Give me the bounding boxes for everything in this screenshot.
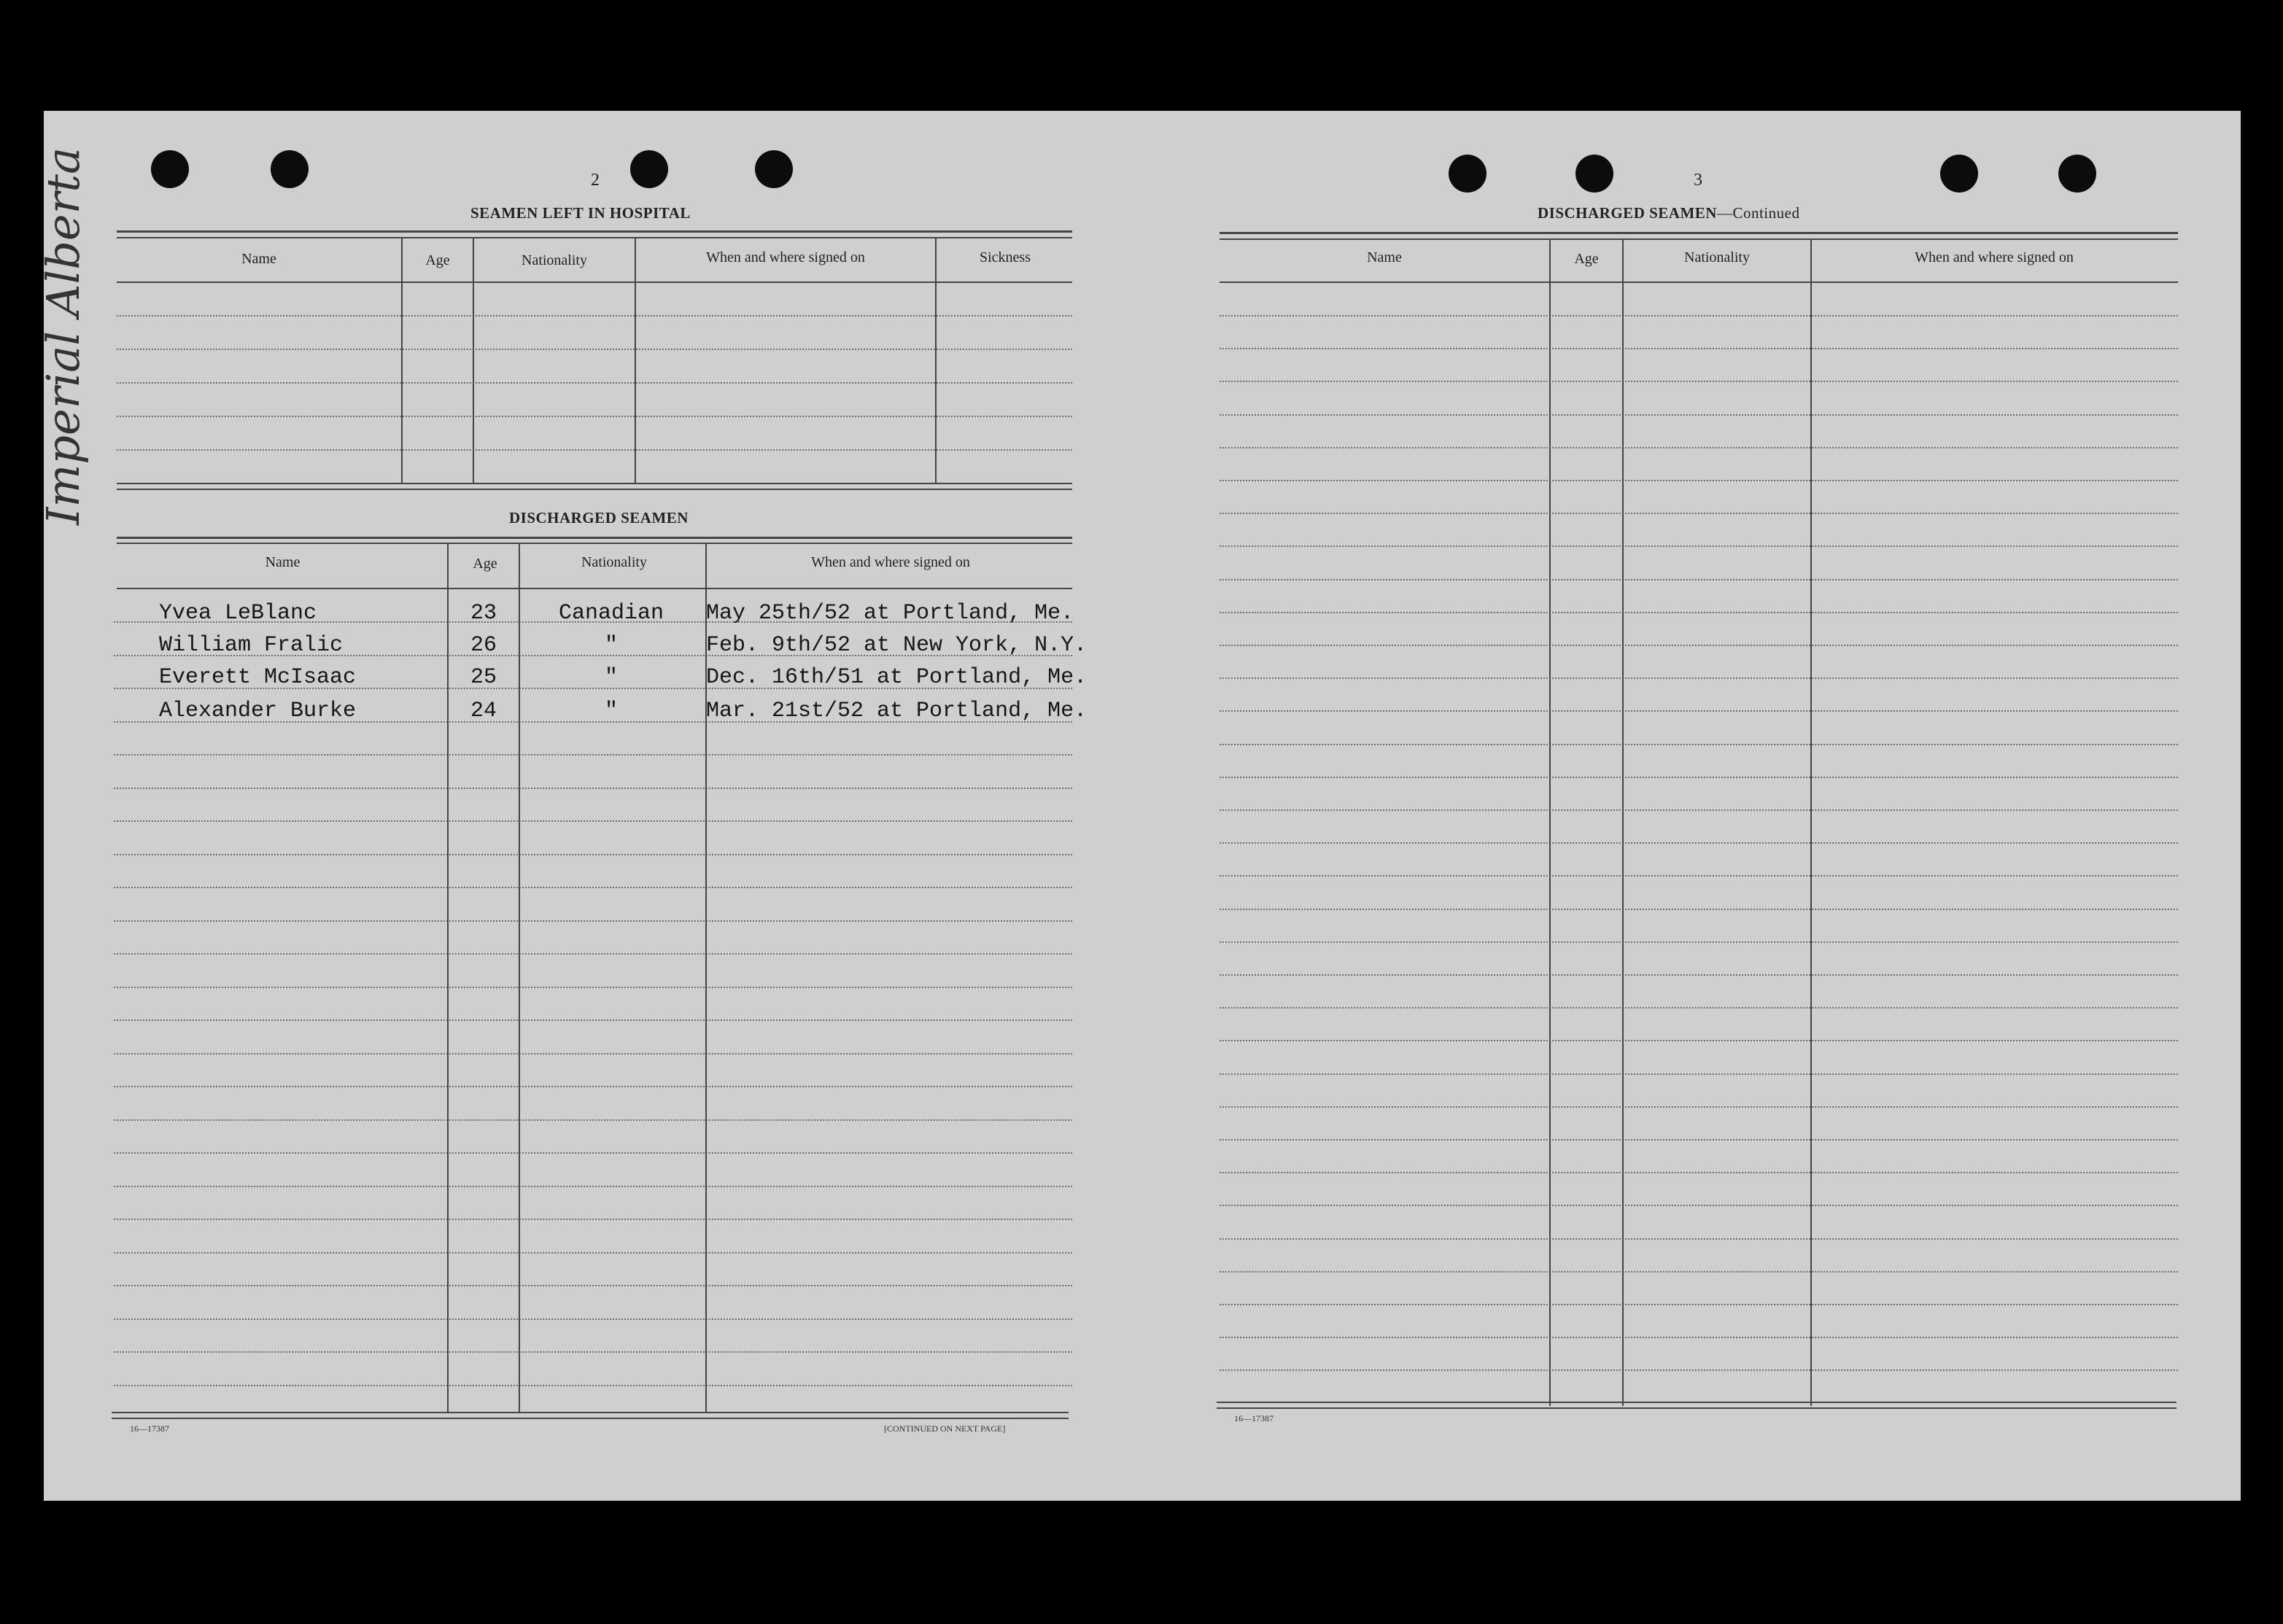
seaman-signed-on: Dec. 16th/51 at Portland, Me. — [706, 665, 1088, 690]
right-row-rule — [1220, 974, 2178, 976]
hospital-col-signed-on: When and where signed on — [706, 249, 865, 265]
hospital-col-divider — [401, 238, 403, 483]
right-row-rule — [1220, 447, 2178, 448]
punch-hole — [1449, 155, 1487, 193]
right-row-rule — [1220, 1172, 2178, 1173]
discharged-table-bottom-rule-thin — [112, 1418, 1069, 1419]
seaman-nationality: " — [604, 699, 618, 723]
discharged-col-name: Name — [265, 554, 301, 570]
right-discharged-title-suffix: —Continued — [1716, 204, 1800, 222]
discharged-row-rule — [114, 1086, 1072, 1087]
right-row-rule — [1220, 381, 2178, 382]
discharged-header-underline — [117, 588, 1072, 589]
right-row-rule — [1220, 480, 2178, 481]
right-table-bottom-rule — [1217, 1402, 2177, 1403]
hospital-header-underline — [117, 281, 1072, 283]
discharged-row-rule — [114, 953, 1072, 955]
right-col-divider — [1810, 239, 1812, 1406]
hospital-table-top-rule — [117, 230, 1072, 233]
hospital-col-divider — [635, 238, 636, 483]
right-row-rule — [1220, 744, 2178, 745]
discharged-section-title: DISCHARGED SEAMEN — [509, 509, 689, 527]
seaman-age: 23 — [470, 601, 497, 626]
seaman-name: Yvea LeBlanc — [159, 601, 317, 626]
seaman-name: Everett McIsaac — [159, 665, 357, 690]
right-table-top-rule — [1220, 232, 2178, 234]
punch-hole — [1575, 155, 1613, 193]
discharged-row-rule — [114, 987, 1072, 988]
right-row-rule — [1220, 875, 2178, 877]
right-row-rule — [1220, 348, 2178, 349]
right-row-rule — [1220, 677, 2178, 679]
discharged-row-rule — [114, 1119, 1072, 1121]
seaman-name: Alexander Burke — [159, 699, 357, 723]
right-row-rule — [1220, 1040, 2178, 1041]
discharged-row-rule — [114, 1318, 1072, 1320]
hospital-row-rule — [117, 416, 1072, 417]
hospital-col-name: Name — [241, 251, 276, 267]
discharged-row-rule — [114, 1186, 1072, 1187]
right-discharged-title — [1538, 204, 1799, 222]
discharged-col-age: Age — [473, 556, 497, 572]
right-row-rule — [1220, 645, 2178, 646]
right-header-underline — [1220, 281, 2178, 283]
seaman-age: 25 — [470, 665, 497, 690]
seaman-signed-on: May 25th/52 at Portland, Me. — [706, 601, 1074, 626]
right-row-rule — [1220, 941, 2178, 943]
seaman-nationality: " — [604, 665, 618, 690]
hospital-row-rule — [117, 349, 1072, 350]
hospital-table-bottom-rule — [117, 483, 1072, 484]
punch-hole — [755, 150, 793, 188]
right-row-rule — [1220, 1304, 2178, 1305]
discharged-table-bottom-rule — [112, 1412, 1069, 1413]
discharged-row-rule — [114, 1053, 1072, 1054]
hospital-table-bottom-rule-thin — [117, 489, 1072, 490]
hospital-section-title: SEAMEN LEFT IN HOSPITAL — [470, 204, 691, 222]
hospital-col-sickness: Sickness — [980, 249, 1031, 265]
discharged-col-signed-on: When and where signed on — [811, 554, 970, 570]
discharged-row-rule — [114, 1285, 1072, 1286]
right-row-rule — [1220, 1369, 2178, 1371]
right-row-rule — [1220, 1073, 2178, 1075]
discharged-row-rule — [114, 1252, 1072, 1254]
right-row-rule — [1220, 777, 2178, 778]
discharged-table-top-rule — [117, 537, 1072, 539]
right-col-nationality: Nationality — [1684, 249, 1750, 265]
right-row-rule — [1220, 545, 2178, 547]
right-row-rule — [1220, 414, 2178, 416]
document-sheet — [44, 111, 2241, 1501]
seaman-age: 24 — [470, 699, 497, 723]
right-row-rule — [1220, 1271, 2178, 1273]
continued-note: [CONTINUED ON NEXT PAGE] — [884, 1423, 1006, 1434]
punch-hole — [271, 150, 309, 188]
hospital-col-divider — [935, 238, 937, 483]
discharged-row-rule — [114, 788, 1072, 789]
seaman-signed-on: Mar. 21st/52 at Portland, Me. — [706, 699, 1088, 723]
right-table-bottom-rule-thin — [1217, 1407, 2177, 1409]
punch-hole — [151, 150, 189, 188]
right-col-signed-on: When and where signed on — [1915, 249, 2074, 265]
punch-hole — [2058, 155, 2096, 193]
discharged-row-rule — [114, 1152, 1072, 1154]
discharged-row-rule — [114, 920, 1072, 922]
hospital-col-nationality: Nationality — [522, 252, 587, 268]
hospital-row-rule — [117, 382, 1072, 384]
hospital-col-age: Age — [425, 252, 450, 268]
right-discharged-title-main: DISCHARGED SEAMEN — [1538, 204, 1717, 222]
seaman-nationality: Canadian — [558, 601, 664, 626]
seaman-nationality: " — [604, 633, 618, 658]
right-col-age: Age — [1574, 251, 1599, 267]
discharged-row-rule — [114, 1019, 1072, 1021]
seaman-age: 26 — [470, 633, 497, 658]
right-page-number: 3 — [1694, 171, 1702, 190]
seaman-signed-on: Feb. 9th/52 at New York, N.Y. — [706, 633, 1088, 658]
discharged-row-rule — [114, 887, 1072, 888]
right-row-rule — [1220, 579, 2178, 580]
discharged-table-top-rule-thin — [117, 543, 1072, 544]
right-col-divider — [1549, 239, 1551, 1406]
right-row-rule — [1220, 909, 2178, 910]
right-row-rule — [1220, 1337, 2178, 1338]
left-form-number: 16—17387 — [130, 1423, 169, 1434]
hospital-row-rule — [117, 449, 1072, 451]
right-row-rule — [1220, 842, 2178, 844]
hospital-col-divider — [473, 238, 474, 483]
punch-hole — [630, 150, 668, 188]
punch-hole — [1940, 155, 1978, 193]
discharged-row-rule — [114, 854, 1072, 855]
seaman-name: William Fralic — [159, 633, 344, 658]
right-row-rule — [1220, 710, 2178, 712]
right-col-divider — [1622, 239, 1624, 1406]
right-row-rule — [1220, 1106, 2178, 1108]
discharged-row-rule — [114, 1351, 1072, 1353]
discharged-row-rule — [114, 754, 1072, 755]
right-row-rule — [1220, 513, 2178, 514]
right-row-rule — [1220, 1238, 2178, 1240]
right-row-rule — [1220, 612, 2178, 613]
discharged-row-rule — [114, 1219, 1072, 1220]
right-table-top-rule-thin — [1220, 238, 2178, 240]
right-row-rule — [1220, 1139, 2178, 1141]
right-row-rule — [1220, 809, 2178, 811]
discharged-col-nationality: Nationality — [581, 554, 647, 570]
hospital-table-top-rule-thin — [117, 237, 1072, 238]
right-row-rule — [1220, 1205, 2178, 1206]
left-page-number: 2 — [591, 171, 600, 190]
right-row-rule — [1220, 315, 2178, 316]
discharged-row-rule — [114, 1385, 1072, 1386]
right-row-rule — [1220, 1007, 2178, 1009]
right-form-number: 16—17387 — [1234, 1413, 1274, 1423]
hospital-row-rule — [117, 315, 1072, 316]
discharged-row-rule — [114, 820, 1072, 822]
right-col-name: Name — [1367, 249, 1402, 265]
